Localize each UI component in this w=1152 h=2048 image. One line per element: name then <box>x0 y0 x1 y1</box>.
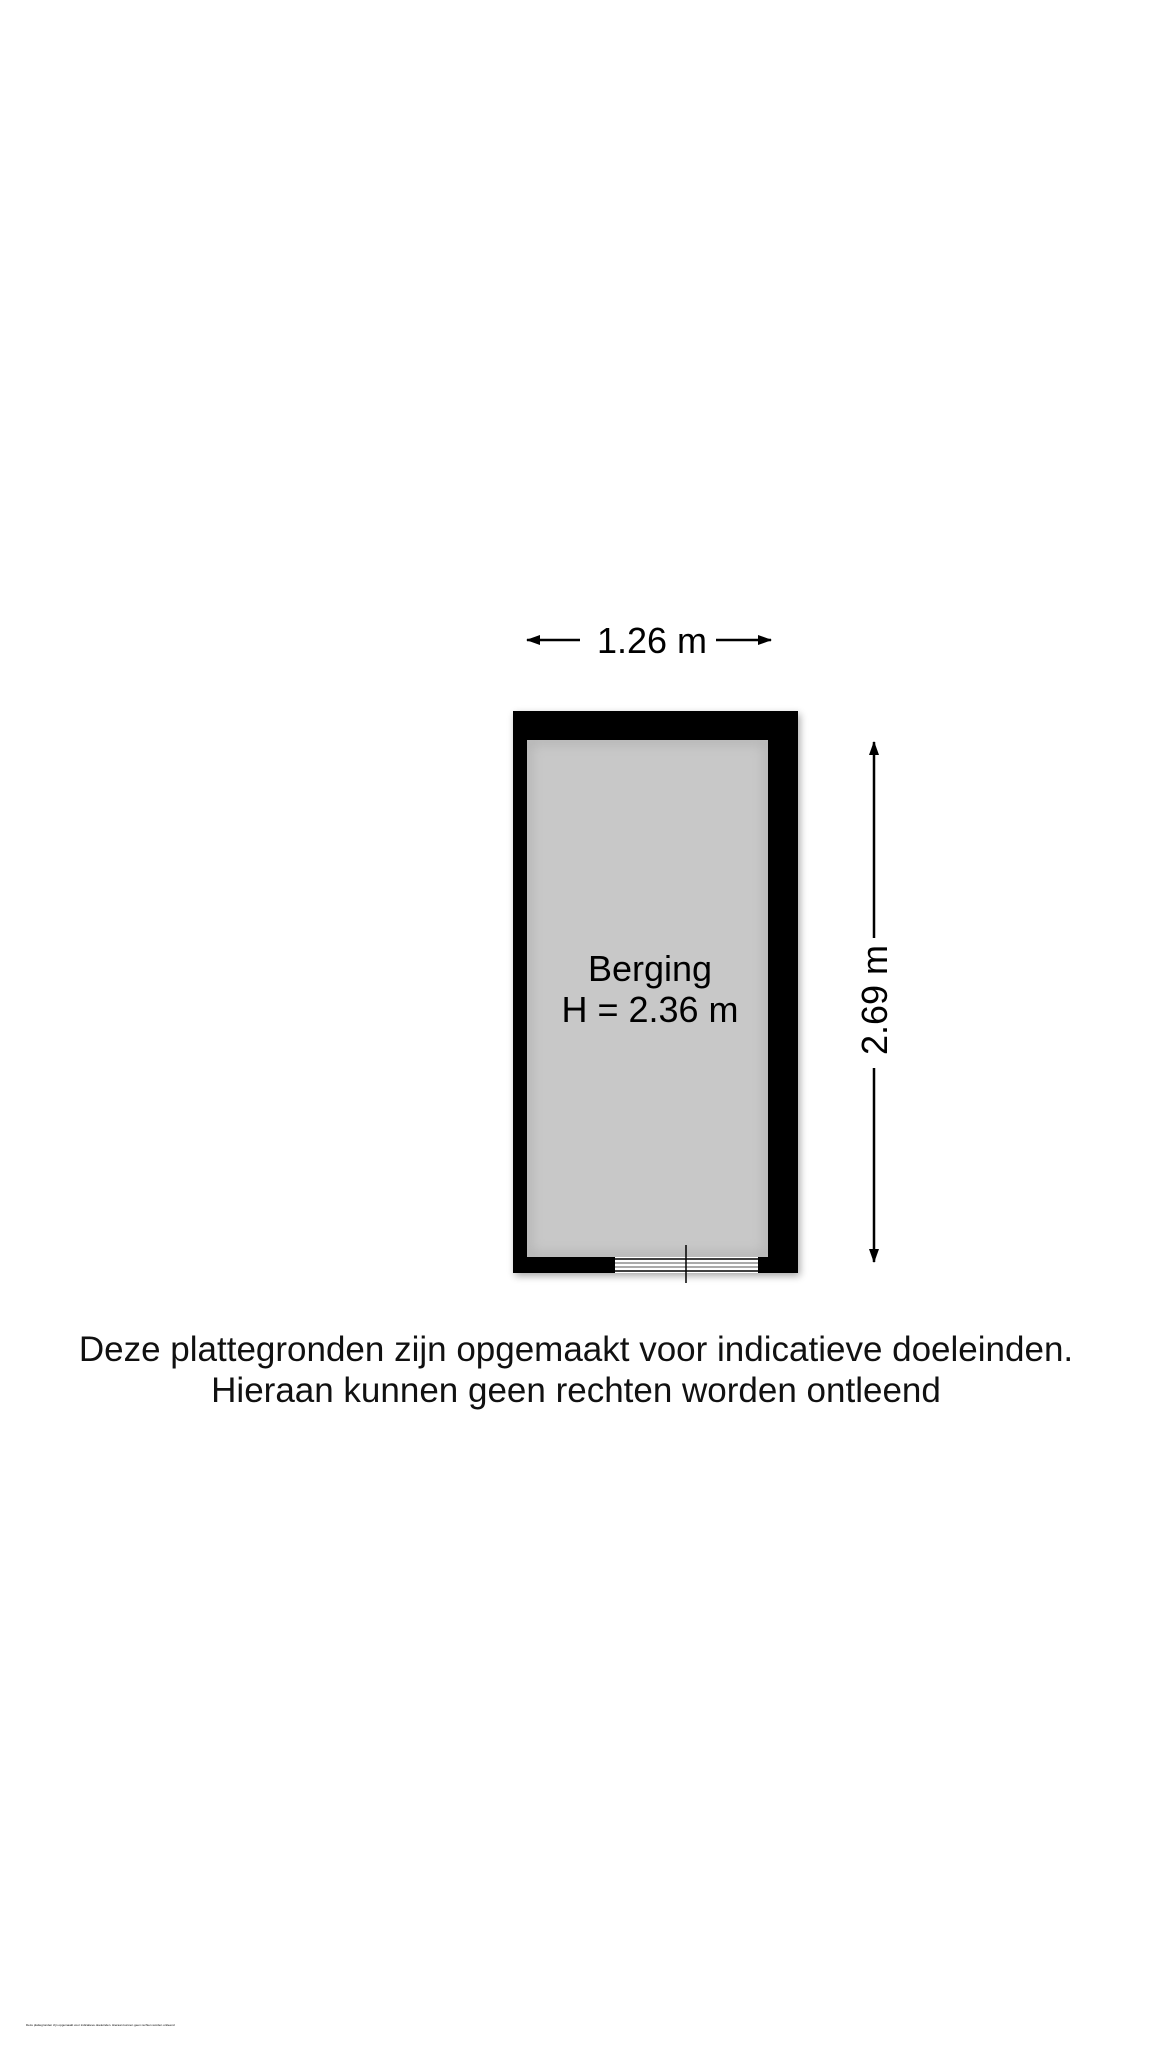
disclaimer <box>0 1329 1152 1411</box>
width-dimension-label: 1.26 m <box>596 620 708 661</box>
width-dimension <box>527 620 771 661</box>
footnote: Deze plattegronden zijn opgemaakt voor indicatieve doeleinden. Hieraan kunnen geen rechten worden ontleend <box>26 2023 175 2027</box>
length-dimension <box>854 742 895 1262</box>
disclaimer-line-1: Deze plattegronden zijn opgemaakt voor indicatieve doeleinden. <box>78 1330 1074 1369</box>
room-name-label: Berging <box>587 948 713 989</box>
length-dimension-label: 2.69 m <box>854 944 895 1056</box>
room-height-label: H = 2.36 m <box>561 989 739 1030</box>
disclaimer-line-2: Hieraan kunnen geen rechten worden ontleend <box>211 1371 941 1410</box>
